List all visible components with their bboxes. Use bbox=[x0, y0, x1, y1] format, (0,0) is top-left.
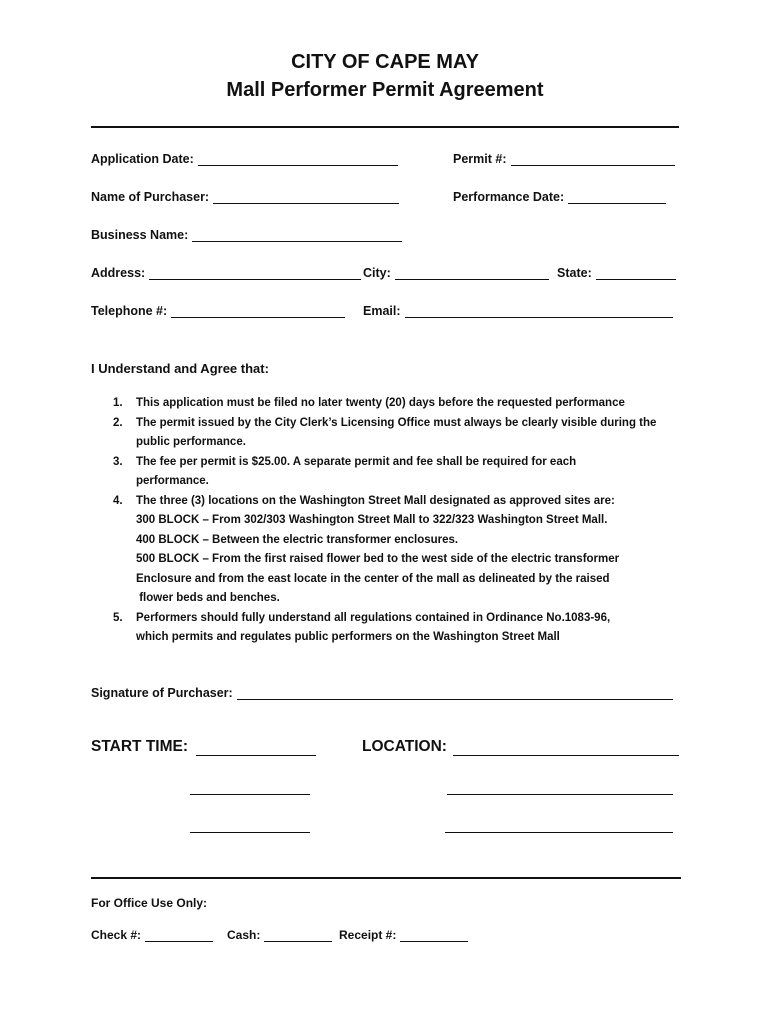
start-time-field bbox=[91, 738, 316, 756]
application-date-field bbox=[91, 152, 398, 166]
office-rule bbox=[91, 877, 681, 879]
state-field bbox=[557, 266, 676, 280]
receipt-field bbox=[339, 928, 468, 942]
permit-number-label: Permit #: bbox=[453, 152, 507, 166]
item-number: 5. bbox=[113, 611, 123, 624]
check-field bbox=[91, 928, 213, 942]
location-line-1[interactable] bbox=[453, 741, 679, 756]
address-field bbox=[91, 266, 361, 280]
item-line: 300 BLOCK – From 302/303 Washington Street Mall to 322/323 Washington Street Mall. bbox=[136, 514, 608, 526]
agreement-item bbox=[110, 453, 690, 492]
item-line: performance. bbox=[136, 475, 209, 487]
item-line: which permits and regulates public performers on the Washington Street Mall bbox=[136, 631, 560, 643]
item-line: Enclosure and from the east locate in the center of the mall as delineated by the raised bbox=[136, 572, 610, 585]
location-line-2[interactable] bbox=[447, 780, 673, 795]
business-name-line[interactable] bbox=[192, 229, 402, 242]
email-field bbox=[363, 304, 673, 318]
email-label: Email: bbox=[363, 304, 401, 318]
address-line[interactable] bbox=[149, 267, 361, 280]
city-label: City: bbox=[363, 266, 391, 280]
start-time-row-3 bbox=[190, 818, 310, 833]
location-label: LOCATION: bbox=[362, 738, 447, 755]
city-line[interactable] bbox=[395, 267, 549, 280]
start-time-line-2[interactable] bbox=[190, 780, 310, 795]
check-label: Check #: bbox=[91, 928, 142, 942]
location-row-3 bbox=[445, 818, 673, 833]
item-line: 400 BLOCK – Between the electric transformer enclosures. bbox=[136, 533, 459, 546]
city-title: CITY OF CAPE MAY bbox=[291, 51, 479, 73]
agreement-item bbox=[110, 394, 690, 414]
item-line: This application must be filed no later twenty (20) days before the requested performance bbox=[136, 397, 625, 409]
item-line: public performance. bbox=[136, 436, 246, 448]
permit-number-field bbox=[453, 152, 675, 166]
application-date-line[interactable] bbox=[198, 153, 398, 166]
start-time-label: START TIME: bbox=[91, 738, 189, 755]
purchaser-name-line[interactable] bbox=[213, 191, 399, 204]
start-time-row-2 bbox=[190, 780, 310, 795]
purchaser-name-field bbox=[91, 190, 399, 204]
performance-date-label: Performance Date: bbox=[453, 190, 565, 204]
performance-date-line[interactable] bbox=[568, 191, 666, 204]
item-line: 500 BLOCK – From the first raised flower bed to the west side of the electric transformer bbox=[136, 553, 620, 565]
item-line: The three (3) locations on the Washington Street Mall designated as approved sites are: bbox=[136, 494, 615, 507]
telephone-line[interactable] bbox=[171, 305, 345, 318]
item-line: flower beds and benches. bbox=[136, 592, 280, 604]
email-line[interactable] bbox=[405, 305, 673, 318]
performance-date-field bbox=[453, 190, 666, 204]
signature-line[interactable] bbox=[237, 687, 673, 700]
item-line: Performers should fully understand all regulations contained in Ordinance No.1083-96, bbox=[136, 611, 611, 624]
item-line: The fee per permit is $25.00. A separate permit and fee shall be required for each bbox=[136, 455, 577, 468]
item-number: 2. bbox=[113, 416, 123, 429]
agreement-heading: I Understand and Agree that: bbox=[91, 361, 269, 376]
agreement-item bbox=[110, 492, 690, 609]
check-line[interactable] bbox=[145, 929, 213, 942]
item-number: 1. bbox=[113, 397, 123, 409]
form-title: Mall Performer Permit Agreement bbox=[226, 79, 544, 101]
location-line-3[interactable] bbox=[445, 818, 673, 833]
cash-line[interactable] bbox=[264, 929, 332, 942]
item-number: 4. bbox=[113, 494, 123, 507]
cash-label: Cash: bbox=[227, 928, 261, 942]
location-row-2 bbox=[447, 780, 673, 795]
purchaser-name-label: Name of Purchaser: bbox=[91, 190, 210, 204]
signature-field bbox=[91, 686, 673, 700]
header-rule bbox=[91, 126, 679, 128]
business-name-label: Business Name: bbox=[91, 228, 189, 242]
agreement-list bbox=[110, 394, 690, 648]
state-label: State: bbox=[557, 266, 592, 280]
item-line: The permit issued by the City Clerk’s Licensing Office must always be clearly visible during the bbox=[136, 416, 657, 429]
receipt-label: Receipt #: bbox=[339, 928, 397, 942]
start-time-line-1[interactable] bbox=[196, 741, 316, 756]
address-label: Address: bbox=[91, 266, 146, 280]
agreement-item bbox=[110, 414, 690, 453]
start-time-line-3[interactable] bbox=[190, 818, 310, 833]
city-field bbox=[363, 266, 549, 280]
cash-field bbox=[227, 928, 332, 942]
telephone-label: Telephone #: bbox=[91, 304, 168, 318]
telephone-field bbox=[91, 304, 345, 318]
signature-label: Signature of Purchaser: bbox=[91, 686, 233, 700]
location-field bbox=[362, 738, 679, 756]
application-date-label: Application Date: bbox=[91, 152, 194, 166]
receipt-line[interactable] bbox=[400, 929, 468, 942]
state-line[interactable] bbox=[596, 267, 676, 280]
agreement-item bbox=[110, 609, 690, 648]
business-name-field bbox=[91, 228, 402, 242]
item-number: 3. bbox=[113, 455, 123, 468]
permit-number-line[interactable] bbox=[511, 153, 675, 166]
office-heading: For Office Use Only: bbox=[91, 896, 208, 910]
